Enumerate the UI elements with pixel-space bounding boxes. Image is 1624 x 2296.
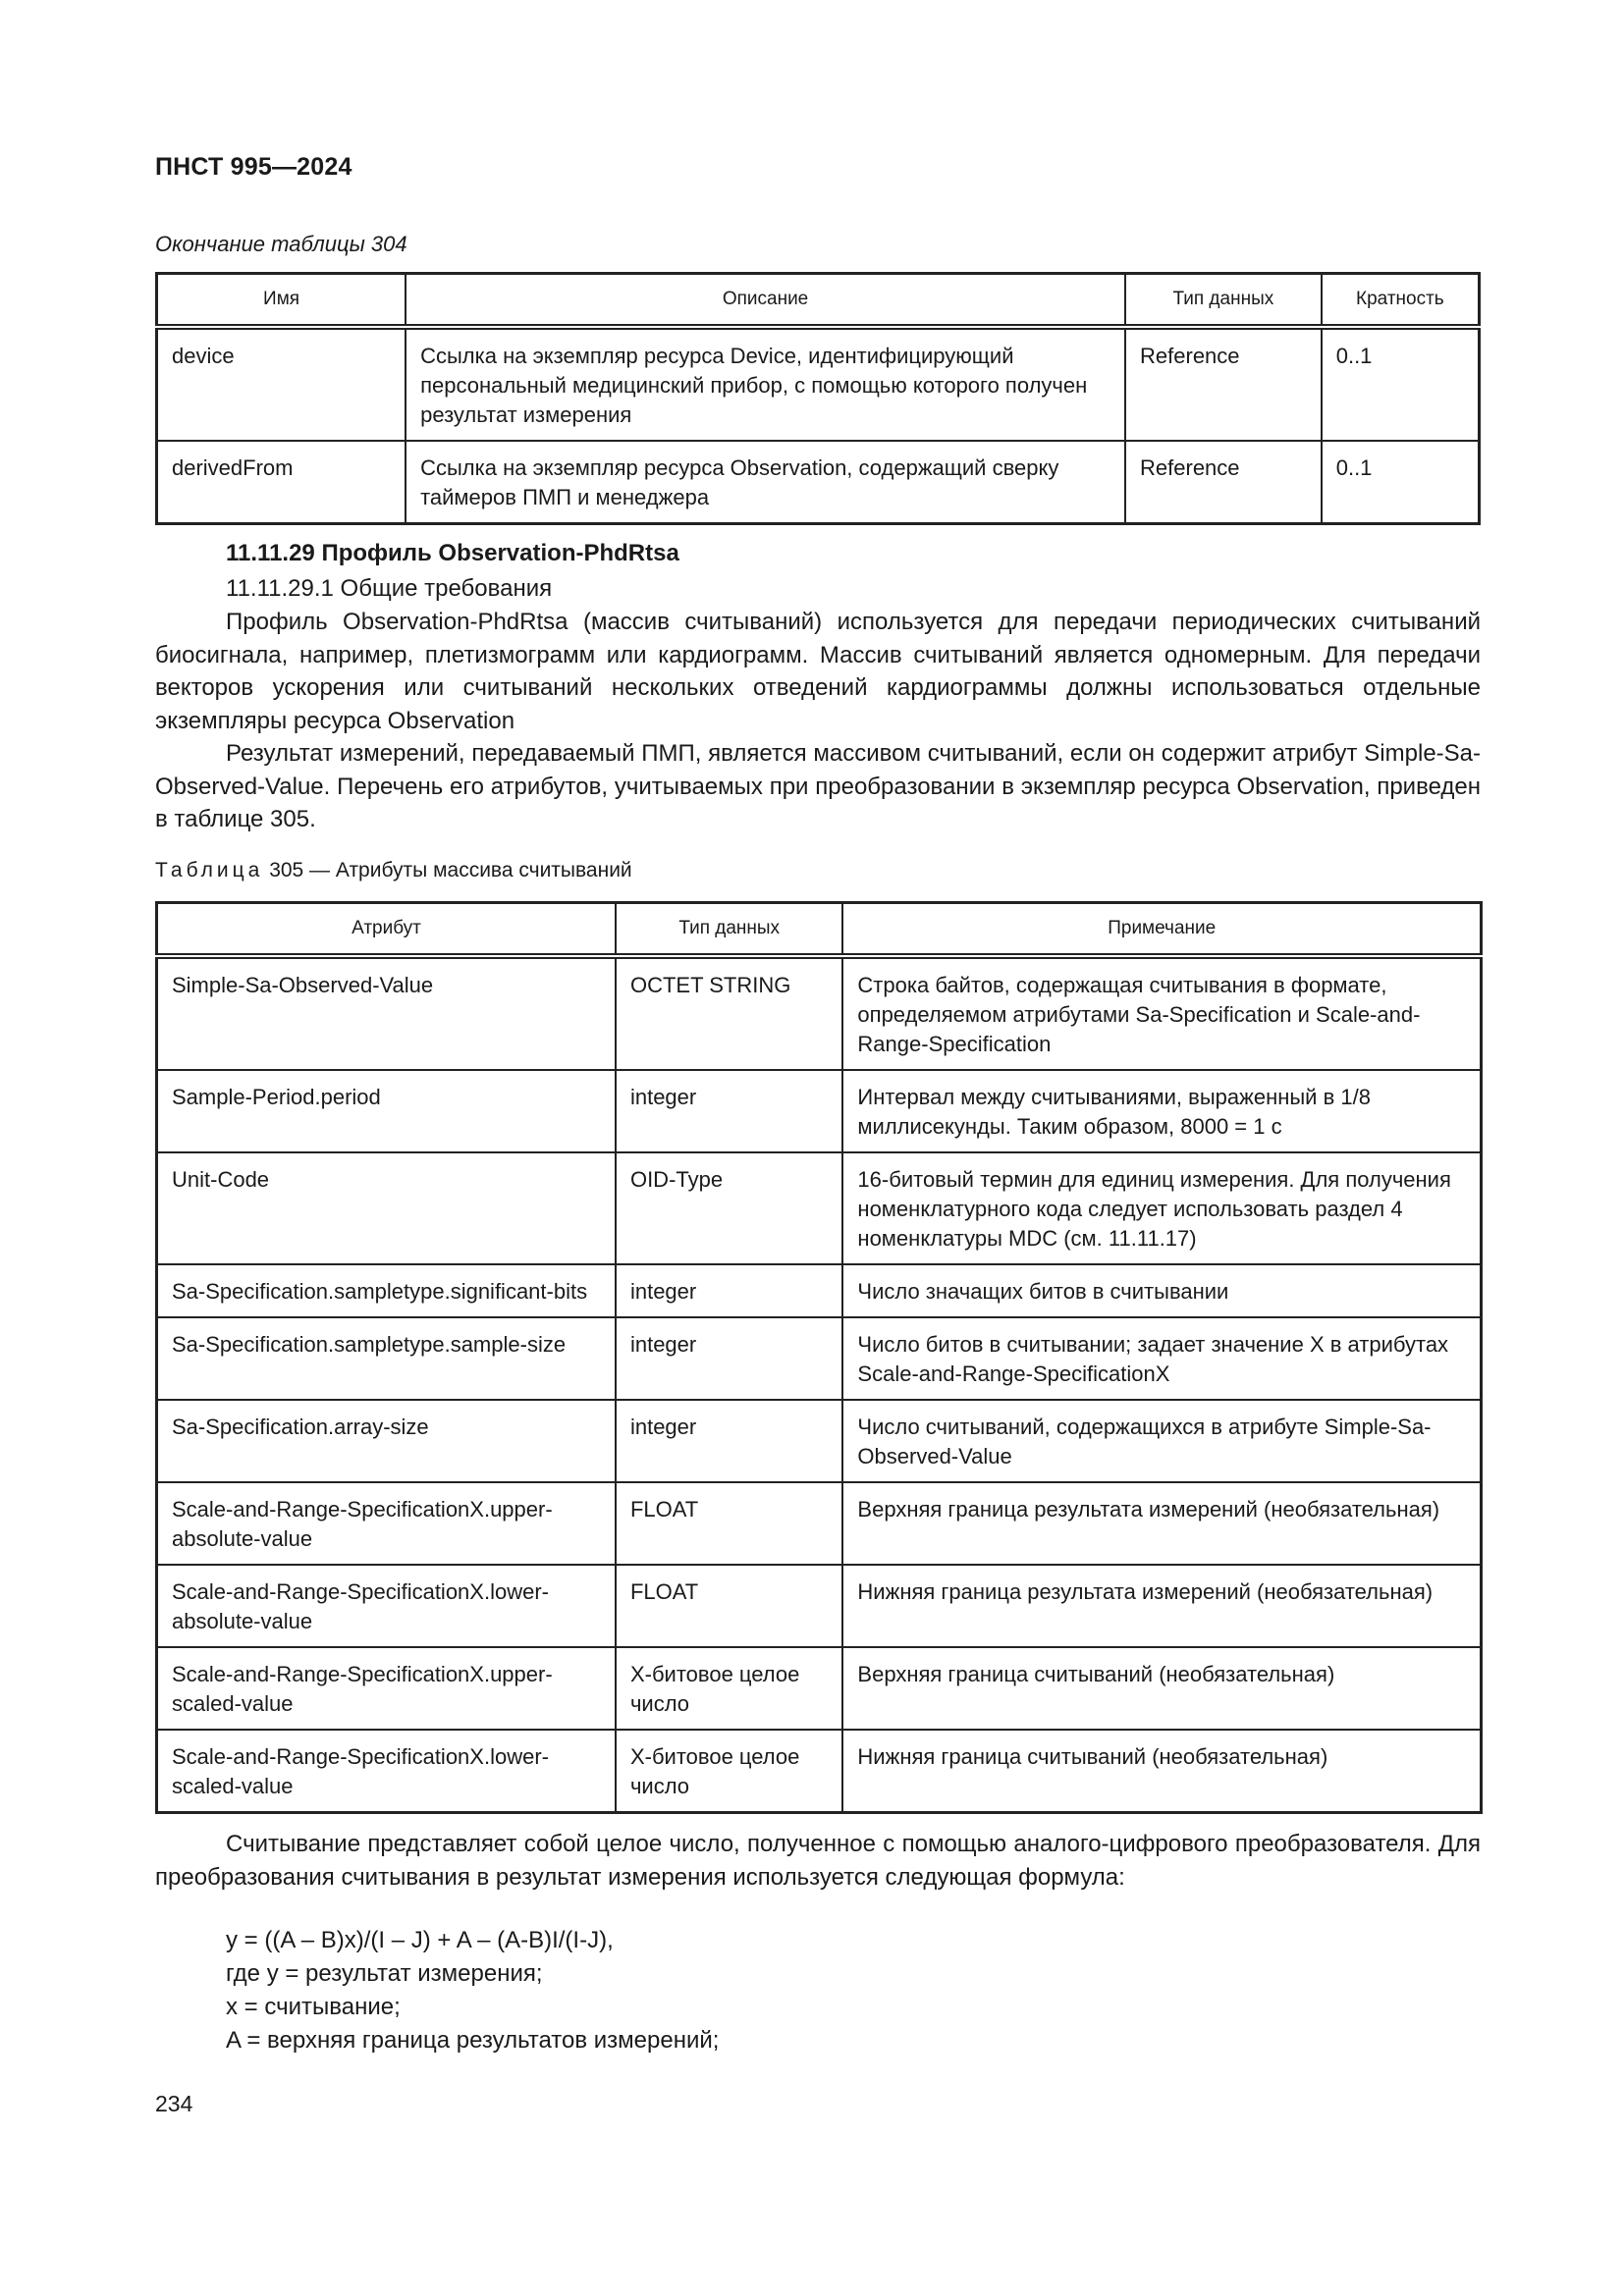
formula-where-x: x = считывание; — [226, 1994, 401, 2020]
cell-attribute: Sa-Specification.sampletype.sample-size — [157, 1317, 616, 1400]
cell-attribute: Sa-Specification.array-size — [157, 1400, 616, 1482]
cell-note: Верхняя граница считываний (необязательная) — [842, 1647, 1481, 1730]
table-row — [157, 441, 1480, 524]
cell-attribute: Unit-Code — [157, 1152, 616, 1264]
paragraph: Результат измерений, передаваемый ПМП, является массивом считываний, если он содержит атрибут Simple-Sa-Observed-Value. Перечень его атрибутов, учитываемых при преобразовании в экземпляр ресурса Observation, приведен в таблице 305. — [155, 740, 1481, 832]
cell-note: Верхняя граница результата измерений (необязательная) — [842, 1482, 1481, 1565]
cell-attribute: Scale-and-Range-SpecificationX.upper-absolute-value — [157, 1482, 616, 1565]
column-header: Тип данных — [1125, 274, 1322, 328]
cell-attribute: Scale-and-Range-SpecificationX.upper-scaled-value — [157, 1647, 616, 1730]
table-row — [157, 956, 1482, 1070]
cell-note: Строка байтов, содержащая считывания в формате, определяемом атрибутами Sa-Specification и Scale-and-Range-Specification — [842, 956, 1481, 1070]
table-row — [157, 1400, 1482, 1482]
formula-where-y: где y = результат измерения; — [226, 1960, 543, 1987]
cell-description: Ссылка на экземпляр ресурса Device, идентифицирующий персональный медицинский прибор, с помощью которого получен результат измерения — [406, 327, 1125, 441]
cell-attribute: Sa-Specification.sampletype.significant-bits — [157, 1264, 616, 1317]
section-heading: 11.11.29 Профиль Observation-PhdRtsa — [226, 540, 679, 566]
cell-name: derivedFrom — [157, 441, 406, 524]
cell-name: device — [157, 327, 406, 441]
table-caption-prefix: Таблица — [155, 859, 264, 881]
cell-type: Reference — [1125, 441, 1322, 524]
cell-description: Ссылка на экземпляр ресурса Observation, содержащий сверку таймеров ПМП и менеджера — [406, 441, 1125, 524]
cell-type: OCTET STRING — [616, 956, 842, 1070]
subsection-heading: 11.11.29.1 Общие требования — [226, 575, 553, 602]
cell-type: Reference — [1125, 327, 1322, 441]
paragraph: Считывание представляет собой целое число, полученное с помощью аналого-цифрового преобразователя. Для преобразования считывания в результат измерения используется следующая формула: — [155, 1831, 1481, 1891]
cell-type: integer — [616, 1264, 842, 1317]
cell-type: X-битовое целое число — [616, 1730, 842, 1813]
table-row — [157, 1317, 1482, 1400]
cell-note: Число битов в считывании; задает значение X в атрибутах Scale-and-Range-SpecificationX — [842, 1317, 1481, 1400]
table-304 — [155, 272, 1481, 525]
cell-attribute: Sample-Period.period — [157, 1070, 616, 1152]
cell-note: Нижняя граница результата измерений (необязательная) — [842, 1565, 1481, 1647]
cell-type: integer — [616, 1317, 842, 1400]
cell-attribute: Simple-Sa-Observed-Value — [157, 956, 616, 1070]
table-row — [157, 327, 1480, 441]
cell-type: integer — [616, 1070, 842, 1152]
formula-where-a: A = верхняя граница результатов измерений; — [226, 2027, 720, 2054]
table-row — [157, 1730, 1482, 1813]
cell-note: 16-битовый термин для единиц измерения. Для получения номенклатурного кода следует использовать раздел 4 номенклатуры MDC (см. 11.11.17) — [842, 1152, 1481, 1264]
cell-type: X-битовое целое число — [616, 1647, 842, 1730]
table-caption — [155, 859, 632, 882]
cell-type: FLOAT — [616, 1565, 842, 1647]
page-number: 234 — [155, 2091, 193, 2116]
column-header: Примечание — [842, 903, 1481, 957]
table-header-row — [157, 274, 1480, 328]
table-305 — [155, 901, 1483, 1814]
cell-type: OID-Type — [616, 1152, 842, 1264]
table-row — [157, 1482, 1482, 1565]
table-row — [157, 1264, 1482, 1317]
cell-attribute: Scale-and-Range-SpecificationX.lower-absolute-value — [157, 1565, 616, 1647]
cell-note: Нижняя граница считываний (необязательная) — [842, 1730, 1481, 1813]
cell-note: Число значащих битов в считывании — [842, 1264, 1481, 1317]
table-row — [157, 1647, 1482, 1730]
column-header: Описание — [406, 274, 1125, 328]
column-header: Атрибут — [157, 903, 616, 957]
table-row — [157, 1565, 1482, 1647]
table-caption-text: 305 — Атрибуты массива считываний — [269, 859, 632, 881]
column-header: Кратность — [1322, 274, 1480, 328]
column-header: Тип данных — [616, 903, 842, 957]
cell-type: FLOAT — [616, 1482, 842, 1565]
cell-attribute: Scale-and-Range-SpecificationX.lower-scaled-value — [157, 1730, 616, 1813]
cell-cardinality: 0..1 — [1322, 441, 1480, 524]
column-header: Имя — [157, 274, 406, 328]
table-row — [157, 1070, 1482, 1152]
cell-type: integer — [616, 1400, 842, 1482]
table-header-row — [157, 903, 1482, 957]
paragraph: Профиль Observation-PhdRtsa (массив считываний) используется для передачи периодических считываний биосигнала, например, плетизмограмм или кардиограмм. Массив считываний является одномерным. Для передачи векторов ускорения или считываний нескольких отведений кардиограммы должны использоваться отдельные экземпляры ресурса Observation — [155, 609, 1481, 734]
table-row — [157, 1152, 1482, 1264]
cell-note: Интервал между считываниями, выраженный в 1/8 миллисекунды. Таким образом, 8000 = 1 с — [842, 1070, 1481, 1152]
cell-note: Число считываний, содержащихся в атрибуте Simple-Sa-Observed-Value — [842, 1400, 1481, 1482]
cell-cardinality: 0..1 — [1322, 327, 1480, 441]
formula: y = ((A – B)x)/(I – J) + A – (A-B)I/(I-J), — [226, 1927, 614, 1953]
standard-id: ПНСТ 995—2024 — [155, 153, 352, 181]
table-continuation-label: Окончание таблицы 304 — [155, 232, 407, 256]
